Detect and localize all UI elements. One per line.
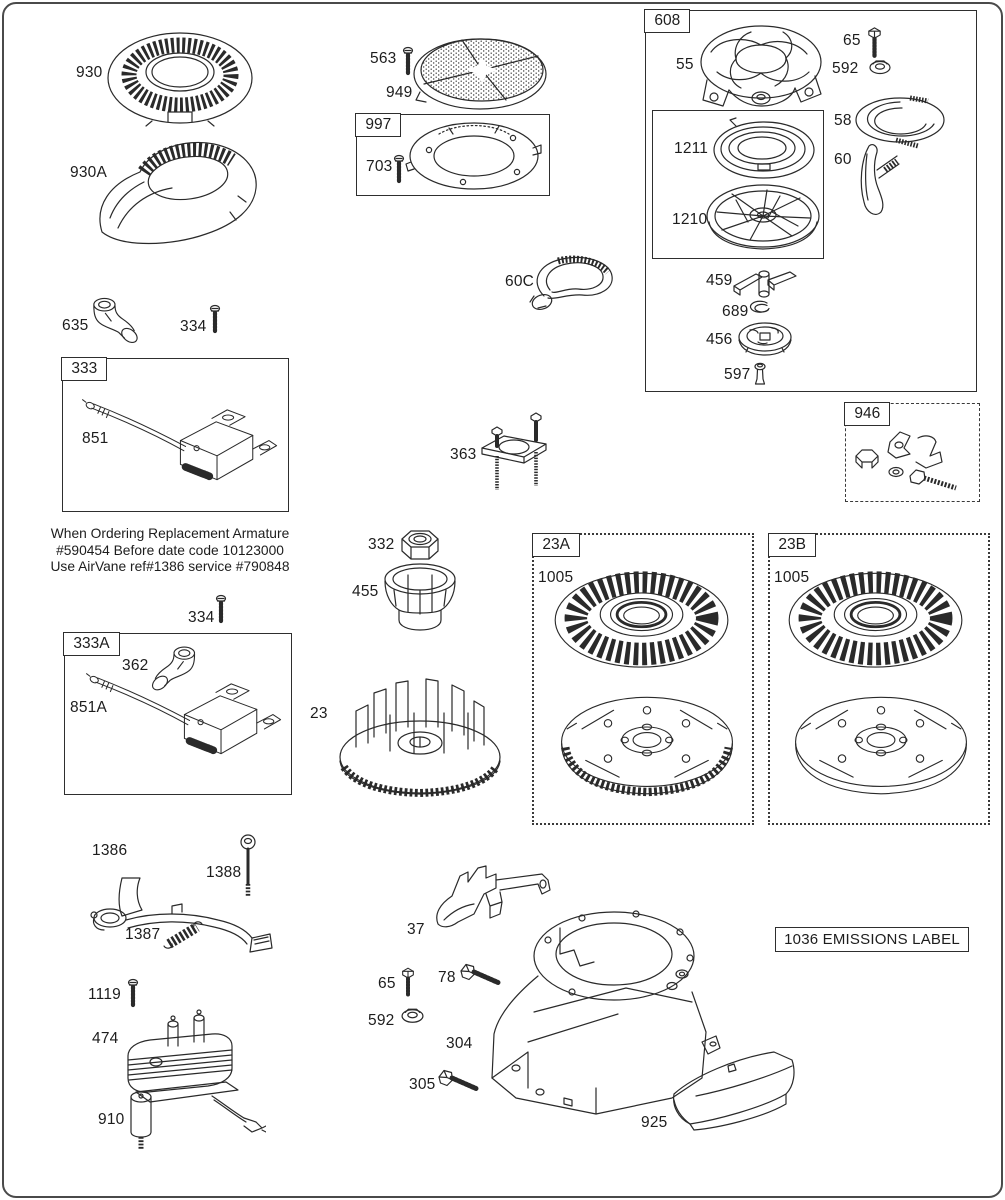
callout-65-top: 65 — [843, 32, 861, 49]
armature-851A-drawing — [84, 660, 284, 775]
hardware-kit-946-drawing — [852, 428, 970, 494]
emissions-label-box: 1036 EMISSIONS LABEL — [775, 927, 969, 952]
callout-689: 689 — [722, 303, 749, 320]
callout-78: 78 — [438, 969, 456, 986]
rope-handle-60C-drawing — [524, 252, 616, 314]
callout-703: 703 — [366, 158, 393, 175]
callout-563: 563 — [370, 50, 397, 67]
rotating-screen-949-drawing — [410, 36, 550, 114]
screw-334-mid-drawing — [214, 594, 228, 624]
screw-597-drawing — [752, 362, 768, 388]
callout-1211: 1211 — [674, 140, 709, 157]
callout-925: 925 — [641, 1114, 668, 1131]
group-box-23A-tag: 23A — [532, 533, 580, 557]
callout-851A: 851A — [70, 699, 107, 716]
nut-592-top-drawing — [868, 58, 892, 75]
callout-474: 474 — [92, 1030, 119, 1047]
callout-1119: 1119 — [88, 986, 121, 1003]
spring-1387-drawing — [160, 918, 206, 952]
callout-910: 910 — [98, 1111, 125, 1128]
callout-334-mid: 334 — [188, 609, 215, 626]
flywheel-23B-drawing — [786, 688, 976, 818]
callout-1388: 1388 — [206, 864, 242, 881]
bolt-305-drawing — [436, 1066, 480, 1094]
callout-332: 332 — [368, 536, 395, 553]
callout-305: 305 — [409, 1076, 436, 1093]
callout-362: 362 — [122, 657, 149, 674]
retainer-ring-689-drawing — [746, 300, 772, 316]
pulley-1210-drawing — [702, 182, 824, 254]
callout-456: 456 — [706, 331, 733, 348]
group-box-997-tag: 997 — [355, 113, 401, 137]
blower-cover-930-drawing — [104, 28, 256, 130]
screen-plate-997-drawing — [405, 120, 543, 192]
callout-23: 23 — [310, 705, 328, 722]
rope-handle-60-drawing — [855, 140, 903, 220]
callout-851: 851 — [82, 430, 109, 447]
starter-clutch-456-drawing — [736, 320, 794, 358]
flywheel-23-drawing — [334, 655, 506, 805]
starter-cup-455-drawing — [382, 562, 458, 632]
nut-592-bottom-drawing — [400, 1006, 425, 1024]
callout-1005-23B: 1005 — [774, 569, 810, 586]
callout-1387: 1387 — [125, 926, 161, 943]
callout-60: 60 — [834, 151, 852, 168]
callout-949: 949 — [386, 84, 413, 101]
group-box-608-tag: 608 — [644, 9, 690, 33]
callout-37: 37 — [407, 921, 425, 938]
flywheel-23A-drawing — [552, 688, 742, 818]
callout-635: 635 — [62, 317, 89, 334]
recoil-starter-55-drawing — [697, 24, 825, 116]
flywheel-puller-363-drawing — [476, 408, 552, 494]
blower-cover-930A-drawing — [88, 132, 266, 252]
rewind-spring-1211-drawing — [706, 114, 818, 184]
callout-592-bottom: 592 — [368, 1012, 395, 1029]
callout-304: 304 — [446, 1035, 473, 1052]
group-box-946-tag: 946 — [844, 402, 890, 426]
armature-note-line1: When Ordering Replacement Armature — [50, 526, 290, 541]
callout-592-top: 592 — [832, 60, 859, 77]
callout-930: 930 — [76, 64, 103, 81]
callout-459: 459 — [706, 272, 733, 289]
callout-363: 363 — [450, 446, 477, 463]
screw-334-top-drawing — [208, 304, 222, 334]
callout-334-top: 334 — [180, 318, 207, 335]
terminal-910-drawing — [126, 1090, 156, 1152]
fan-1005-23B-drawing — [782, 562, 970, 684]
armature-note-line3: Use AirVane ref#1386 service #790848 — [50, 559, 290, 574]
group-box-23B-tag: 23B — [768, 533, 816, 557]
callout-1005-23A: 1005 — [538, 569, 574, 586]
armature-851-drawing — [80, 386, 280, 501]
armature-ordering-note — [36, 526, 304, 576]
callout-55: 55 — [676, 56, 694, 73]
callout-65-bottom: 65 — [378, 975, 396, 992]
group-box-333A-tag: 333A — [63, 632, 119, 656]
callout-930A: 930A — [70, 164, 107, 181]
fan-1005-23A-drawing — [548, 562, 736, 684]
callout-1210: 1210 — [672, 211, 708, 228]
bolt-65-bottom-drawing — [400, 966, 416, 998]
callout-455: 455 — [352, 583, 379, 600]
callout-60C: 60C — [505, 273, 535, 290]
screw-703-drawing — [392, 154, 406, 184]
cover-925-drawing — [666, 1038, 804, 1136]
armature-note-line2: #590454 Before date code 10123000 — [56, 542, 284, 558]
callout-58: 58 — [834, 112, 852, 129]
callout-597: 597 — [724, 366, 751, 383]
callout-1386: 1386 — [92, 842, 128, 859]
spark-plug-boot-635-drawing — [86, 296, 144, 346]
group-box-333-tag: 333 — [61, 357, 107, 381]
screw-1388-drawing — [238, 834, 258, 900]
bolt-65-top-drawing — [866, 26, 883, 59]
